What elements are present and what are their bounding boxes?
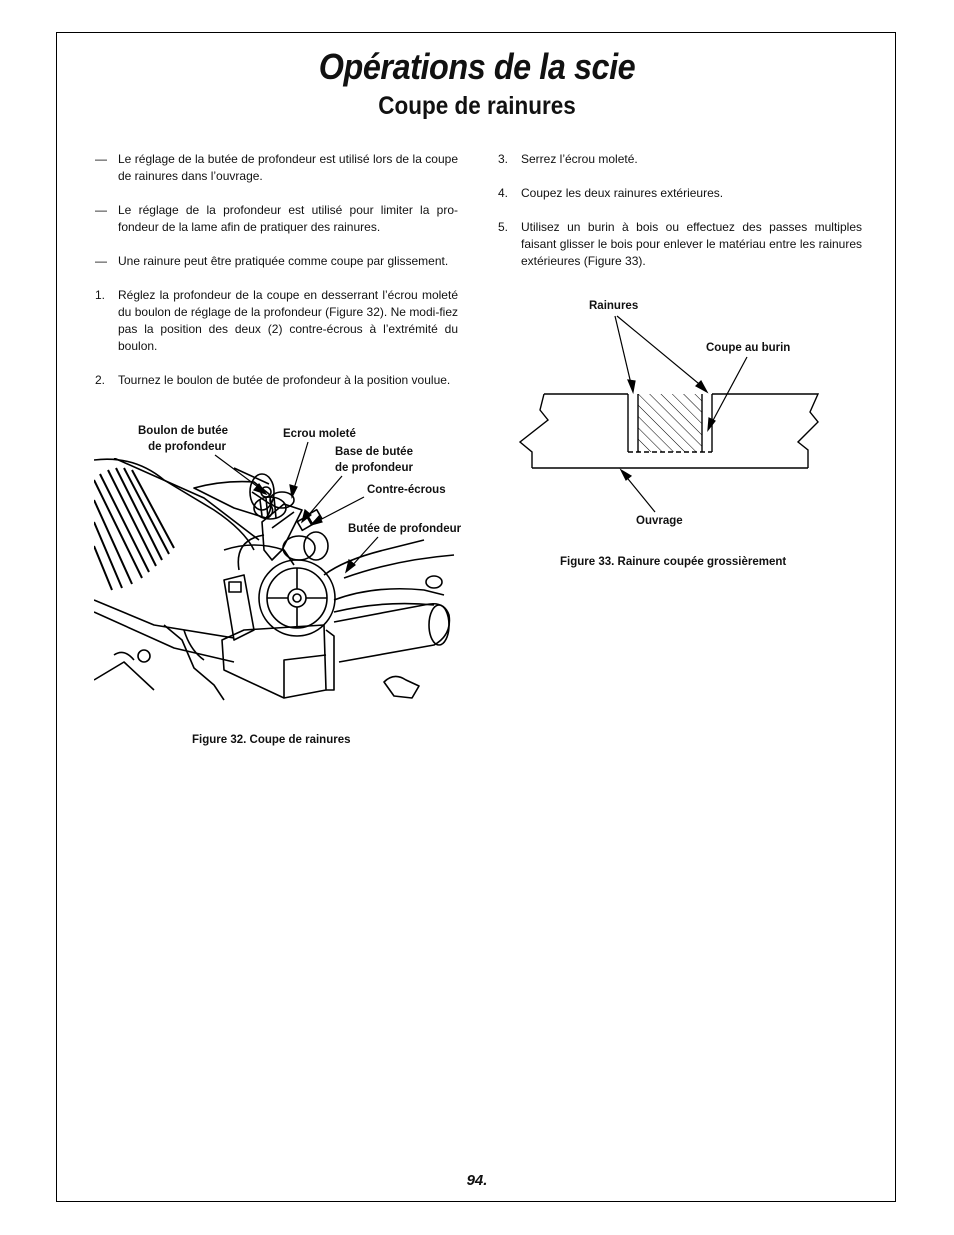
list-text: Tournez le boulon de butée de profondeur à la position voulue.: [118, 373, 451, 387]
section-subtitle: Coupe de rainures: [378, 92, 576, 120]
label-workpiece: Ouvrage: [636, 515, 683, 527]
label-base-line2: de profondeur: [335, 462, 413, 474]
page-number: 94.: [466, 1172, 488, 1189]
page-title: Opérations de la scie: [318, 46, 636, 87]
list-marker: 1.: [95, 288, 106, 302]
list-marker: —: [95, 254, 107, 268]
list-text: Le réglage de la profondeur est utilisé pour limiter la pro-fondeur de la lame afin de pratiquer des rainures.: [118, 203, 458, 234]
list-marker: 4.: [498, 186, 509, 200]
list-text: Coupez les deux rainures extérieures.: [521, 186, 724, 200]
label-bolt-line1: Boulon de butée: [138, 425, 229, 437]
list-marker: —: [95, 152, 107, 166]
label-knurled-nut: Ecrou moleté: [283, 428, 356, 440]
list-marker: —: [95, 203, 107, 217]
list-marker: 3.: [498, 152, 509, 166]
label-grooves: Rainures: [589, 300, 639, 312]
label-chisel-cut: Coupe au burin: [706, 342, 791, 354]
label-depth-stop: Butée de profondeur: [348, 523, 462, 535]
list-marker: 2.: [95, 373, 106, 387]
list-text: Utilisez un burin à bois ou effectuez des passes multiples faisant glisser le bois pour enlever le matériau entre les rainures extérieures (Figure 33).: [521, 220, 862, 268]
figure33-diagram: [500, 290, 840, 540]
list-text: Une rainure peut être pratiquée comme coupe par glissement.: [118, 254, 449, 268]
list-text: Réglez la profondeur de la coupe en desserrant l’écrou moleté du boulon de réglage de la profondeur (Figure 32). Ne modi-fiez pas la position des deux (2) contre-écrous à l’extrémité du boulon.: [118, 288, 458, 353]
list-text: Serrez l’écrou moleté.: [521, 152, 638, 166]
list-text: Le réglage de la butée de profondeur est utilisé lors de la coupe de rainures dans l’ouvrage.: [118, 152, 458, 183]
label-lock-nuts: Contre-écrous: [367, 484, 446, 496]
list-marker: 5.: [498, 220, 509, 234]
figure33-caption: Figure 33. Rainure coupée grossièrement: [560, 556, 787, 568]
label-base-line1: Base de butée: [335, 446, 413, 458]
label-bolt-line2: de profondeur: [148, 441, 227, 453]
figure32-caption: Figure 32. Coupe de rainures: [192, 734, 351, 746]
